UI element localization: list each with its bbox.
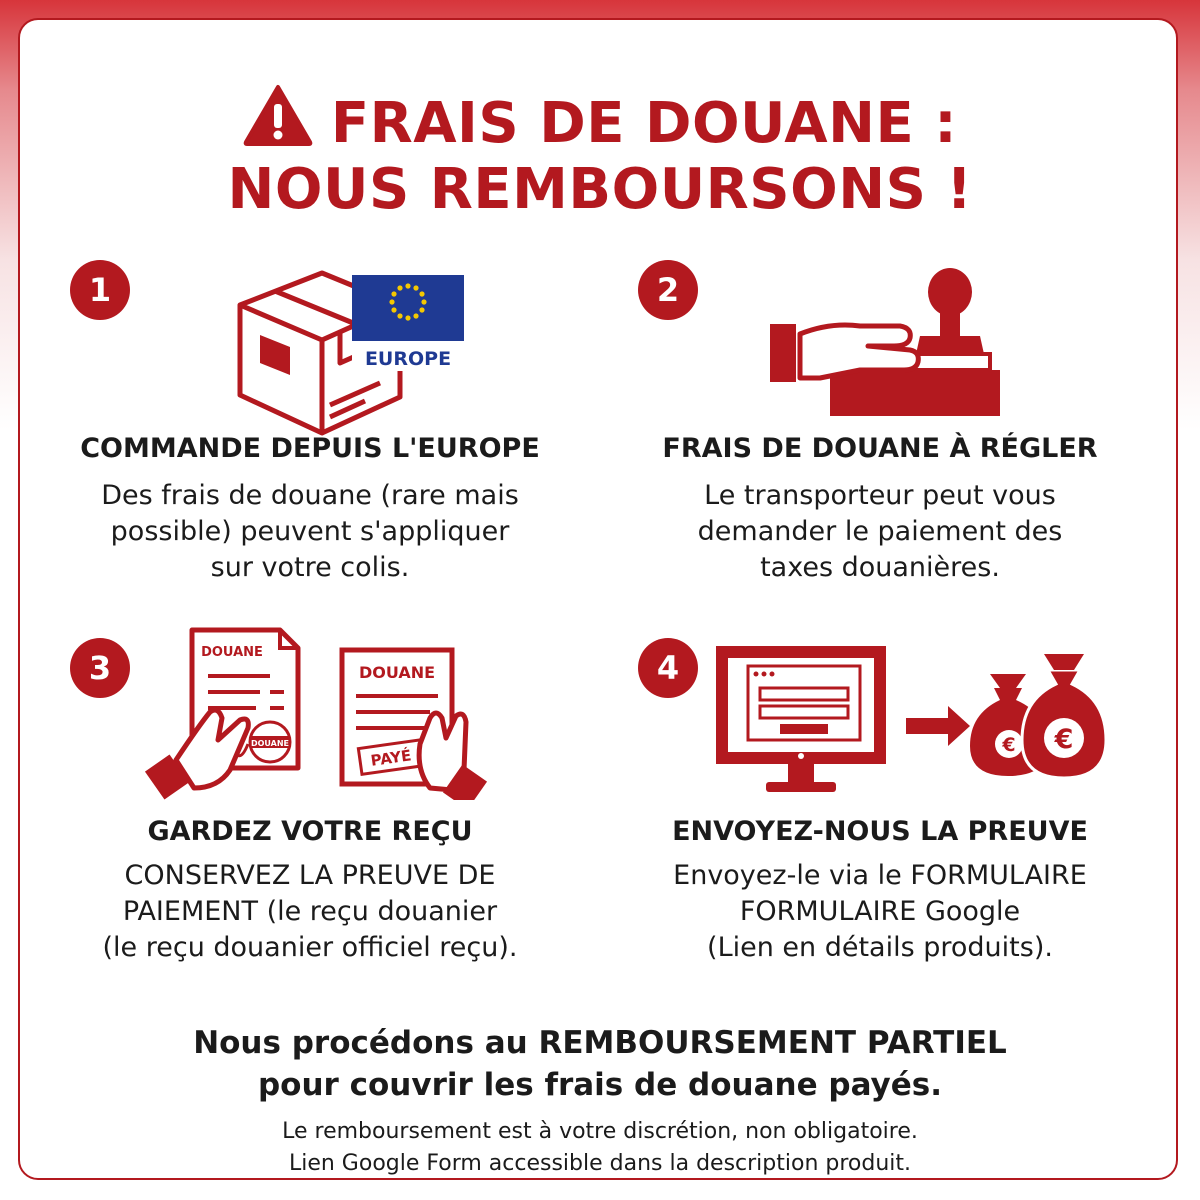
- footer-sub-line-1: Le remboursement est à votre discrétion, non obligatoire.: [282, 1119, 918, 1144]
- doc2-label: DOUANE: [358, 663, 436, 682]
- doc1-label: DOUANE: [201, 645, 263, 660]
- step-3-title: GARDEZ VOTRE REÇU: [147, 816, 473, 847]
- footer-main: [20, 1022, 1180, 1106]
- step-4-badge: 4: [638, 638, 698, 698]
- bag-2-symbol: €: [1054, 724, 1074, 755]
- bag-1-symbol: €: [1002, 734, 1016, 756]
- step-1-title: COMMANDE DEPUIS L'EUROPE: [80, 433, 540, 464]
- step-4-body: [600, 858, 1160, 966]
- step-2-body-line: Le transporteur peut vous: [704, 480, 1056, 511]
- step-3-body: [30, 858, 590, 966]
- step-4-title: ENVOYEZ-NOUS LA PREUVE: [672, 816, 1088, 847]
- step-2-body-line: demander le paiement des: [697, 516, 1063, 547]
- title-text-1: FRAIS DE DOUANE :: [330, 91, 958, 156]
- step-3-body-line: (le reçu douanier officiel reçu).: [102, 932, 518, 963]
- step-1-body-line: possible) peuvent s'appliquer: [110, 516, 510, 547]
- warning-icon: [243, 84, 313, 146]
- footer-sub: [20, 1116, 1180, 1180]
- step-4-body-line: (Lien en détails produits).: [707, 932, 1053, 963]
- infographic-card: [18, 18, 1178, 1180]
- step-3-badge: 3: [70, 638, 130, 698]
- step-1-body-line: Des frais de douane (rare mais: [101, 480, 519, 511]
- step-1-body-line: sur votre colis.: [210, 552, 410, 583]
- computer-form-money-icon: [708, 638, 1113, 808]
- footer-main-line-2: pour couvrir les frais de douane payés.: [257, 1067, 943, 1103]
- step-4-body-line: Envoyez-le via le FORMULAIRE: [673, 860, 1087, 891]
- title-line-1: [20, 84, 1180, 157]
- step-1-badge: 1: [70, 260, 130, 320]
- step-3-body-line: PAIEMENT (le reçu douanier: [122, 896, 498, 927]
- title-text-2: NOUS REMBOURSONS !: [227, 157, 973, 222]
- hand-stamp-icon: [760, 252, 1010, 422]
- step-2-badge: 2: [638, 260, 698, 320]
- receipt-documents-icon: [130, 620, 490, 800]
- step-1-body: [30, 478, 590, 586]
- europe-label: EUROPE: [364, 348, 452, 370]
- page-title: [20, 84, 1180, 223]
- step-2-body-line: taxes douanières.: [760, 552, 1000, 583]
- doc2-stamp: PAYÉ: [369, 746, 413, 770]
- step-2-body: [600, 478, 1160, 586]
- doc1-stamp: DOUANE: [250, 739, 290, 748]
- step-4-body-line: FORMULAIRE Google: [739, 896, 1021, 927]
- step-2-title: FRAIS DE DOUANE À RÉGLER: [662, 433, 1098, 464]
- package-box-icon: [230, 245, 480, 440]
- step-3-body-line: CONSERVEZ LA PREUVE DE: [124, 860, 496, 891]
- footer-sub-line-2: Lien Google Form accessible dans la description produit.: [288, 1151, 912, 1176]
- footer-main-line-1: Nous procédons au REMBOURSEMENT PARTIEL: [193, 1025, 1007, 1061]
